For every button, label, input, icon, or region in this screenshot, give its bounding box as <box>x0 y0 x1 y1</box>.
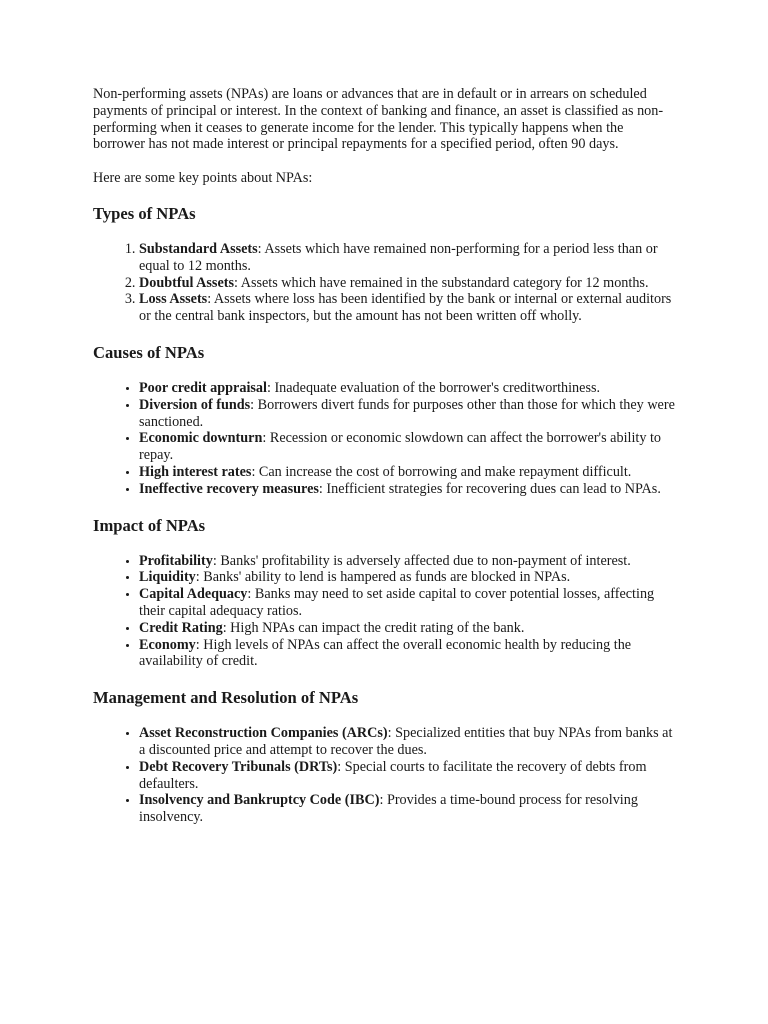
management-list <box>93 725 678 826</box>
list-item-term: Doubtful Assets <box>139 274 234 291</box>
list-item-text: : Borrowers divert funds for purposes other than those for which they were sanctioned. <box>139 396 675 430</box>
list-item-text: : Provides a time-bound process for resolving insolvency. <box>139 792 638 826</box>
list-item <box>139 569 678 586</box>
list-item <box>139 620 678 637</box>
list-item <box>139 725 678 759</box>
list-item <box>139 481 678 498</box>
section-heading-impact: Impact of NPAs <box>93 515 206 535</box>
list-item-text: : Can increase the cost of borrowing and make repayment difficult. <box>251 463 632 480</box>
impact-list <box>93 553 678 671</box>
list-item-term: Economic downturn <box>139 430 263 447</box>
list-item-term: Economy <box>139 636 196 653</box>
document-page <box>93 86 678 844</box>
list-item <box>139 241 678 275</box>
list-item <box>139 464 678 481</box>
list-item-text: : Assets which have remained non-performing for a period less than or equal to 12 months. <box>139 240 658 274</box>
list-item <box>139 275 678 292</box>
list-item-term: Debt Recovery Tribunals (DRTs) <box>139 758 338 775</box>
list-item-text: : Assets which have remained in the substandard category for 12 months. <box>234 274 649 291</box>
list-item-text: : Assets where loss has been identified by the bank or internal or external auditors or the central bank inspectors, but the amount has not been written off wholly. <box>139 291 672 325</box>
list-item-term: Profitability <box>139 552 213 569</box>
list-item-text: : Banks' profitability is adversely affected due to non-payment of interest. <box>212 552 631 569</box>
list-item-term: Credit Rating <box>139 619 223 636</box>
list-item-term: Capital Adequacy <box>139 586 248 603</box>
causes-list <box>93 380 678 498</box>
section-heading-types: Types of NPAs <box>93 203 196 223</box>
list-item-term: High interest rates <box>139 463 252 480</box>
lead-sentence: Here are some key points about NPAs: <box>93 170 313 187</box>
list-item-term: Liquidity <box>139 569 196 586</box>
list-item-term: Substandard Assets <box>139 240 258 257</box>
list-item <box>139 291 678 325</box>
list-item <box>139 792 678 826</box>
list-item-text: : High levels of NPAs can affect the overall economic health by reducing the availability of credit. <box>139 636 632 670</box>
list-item <box>139 397 678 431</box>
list-item <box>139 553 678 570</box>
intro-paragraph: Non-performing assets (NPAs) are loans or advances that are in default or in arrears on scheduled payments of principal or interest. In the context of banking and finance, an asset is classified as non-performing when it ceases to generate income for the lender. This typically happens when the borrower has not made interest or principal repayments for a specified period, often 90 days. <box>93 86 664 153</box>
list-item-text: : Specialized entities that buy NPAs from banks at a discounted price and attempt to recover the dues. <box>139 725 673 758</box>
list-item-text: : Special courts to facilitate the recovery of debts from defaulters. <box>139 758 647 792</box>
list-item <box>139 759 678 793</box>
list-item <box>139 637 678 671</box>
list-item <box>139 380 678 397</box>
list-item-term: Diversion of funds <box>139 396 251 413</box>
list-item <box>139 430 678 464</box>
list-item-term: Loss Assets <box>139 291 208 308</box>
list-item-text: : Recession or economic slowdown can affect the borrower's ability to repay. <box>139 430 662 464</box>
list-item-term: Ineffective recovery measures <box>139 480 319 497</box>
types-list <box>93 241 678 325</box>
list-item-text: : Banks' ability to lend is hampered as funds are blocked in NPAs. <box>195 569 571 586</box>
list-item-text: : High NPAs can impact the credit rating of the bank. <box>222 619 525 636</box>
list-item-term: Insolvency and Bankruptcy Code (IBC) <box>139 792 380 809</box>
list-item-term: Poor credit appraisal <box>139 379 267 396</box>
section-heading-causes: Causes of NPAs <box>93 342 205 362</box>
section-heading-management: Management and Resolution of NPAs <box>93 688 359 708</box>
list-item <box>139 586 678 620</box>
list-item-text: : Banks may need to set aside capital to cover potential losses, affecting their capital adequacy ratios. <box>139 586 655 619</box>
list-item-text: : Inefficient strategies for recovering dues can lead to NPAs. <box>318 480 661 497</box>
list-item-term: Asset Reconstruction Companies (ARCs) <box>139 725 388 742</box>
list-item-text: : Inadequate evaluation of the borrower's creditworthiness. <box>266 379 601 396</box>
